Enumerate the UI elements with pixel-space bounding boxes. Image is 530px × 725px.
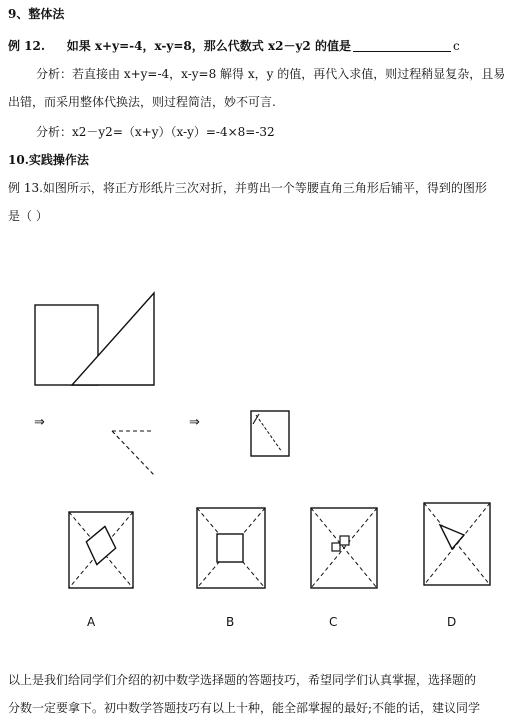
conclusion-line-2: 分数一定要拿下。初中数学答题技巧有以上十种，能全部掌握的最好;不能的话，建议同学	[8, 701, 481, 715]
analysis-2: 分析：x2－y2=（x+y）（x-y）=-4×8=-32	[36, 125, 275, 139]
option-d-label: D	[447, 615, 457, 629]
option-a-label: A	[87, 615, 96, 629]
paper-triangle	[72, 293, 154, 385]
option-d-figure	[424, 503, 490, 585]
example-12-text: 如果 x+y=-4，x-y=8，那么代数式 x2－y2 的值是	[66, 39, 351, 53]
analysis-1-line-2: 出错，而采用整体代换法，则过程简洁，妙不可言.	[8, 95, 276, 109]
option-c-figure	[311, 508, 377, 588]
option-a-figure	[69, 512, 133, 588]
example-13-line-1: 例 13.如图所示，将正方形纸片三次对折，并剪出一个等腰直角三角形后铺平，得到的图形	[8, 181, 487, 195]
option-b-label: B	[226, 615, 235, 629]
section-10-title: 10.实践操作法	[8, 153, 89, 167]
example-13-line-2: 是（ ）	[8, 209, 48, 223]
conclusion-line-1: 以上是我们给同学们介绍的初中数学选择题的答题技巧，希望同学们认真掌握，选择题的	[8, 673, 477, 687]
analysis-1-line-1: 分析：若直接由 x+y=-4，x-y=8 解得 x，y 的值，再代入求值，则过程稍显复杂，且易	[36, 67, 506, 81]
option-c-label: C	[329, 615, 338, 629]
example-12-label: 例 12.	[8, 39, 46, 53]
section-9-title: 9、整体法	[8, 7, 65, 21]
example-12-tail: c	[452, 39, 460, 53]
arrow-right-icon: ⇒	[34, 415, 45, 430]
small-unfolded-paper	[251, 411, 289, 456]
arrow-right-icon: ⇒	[189, 415, 200, 430]
option-b-figure	[197, 508, 265, 588]
folded-wedge	[112, 431, 154, 475]
